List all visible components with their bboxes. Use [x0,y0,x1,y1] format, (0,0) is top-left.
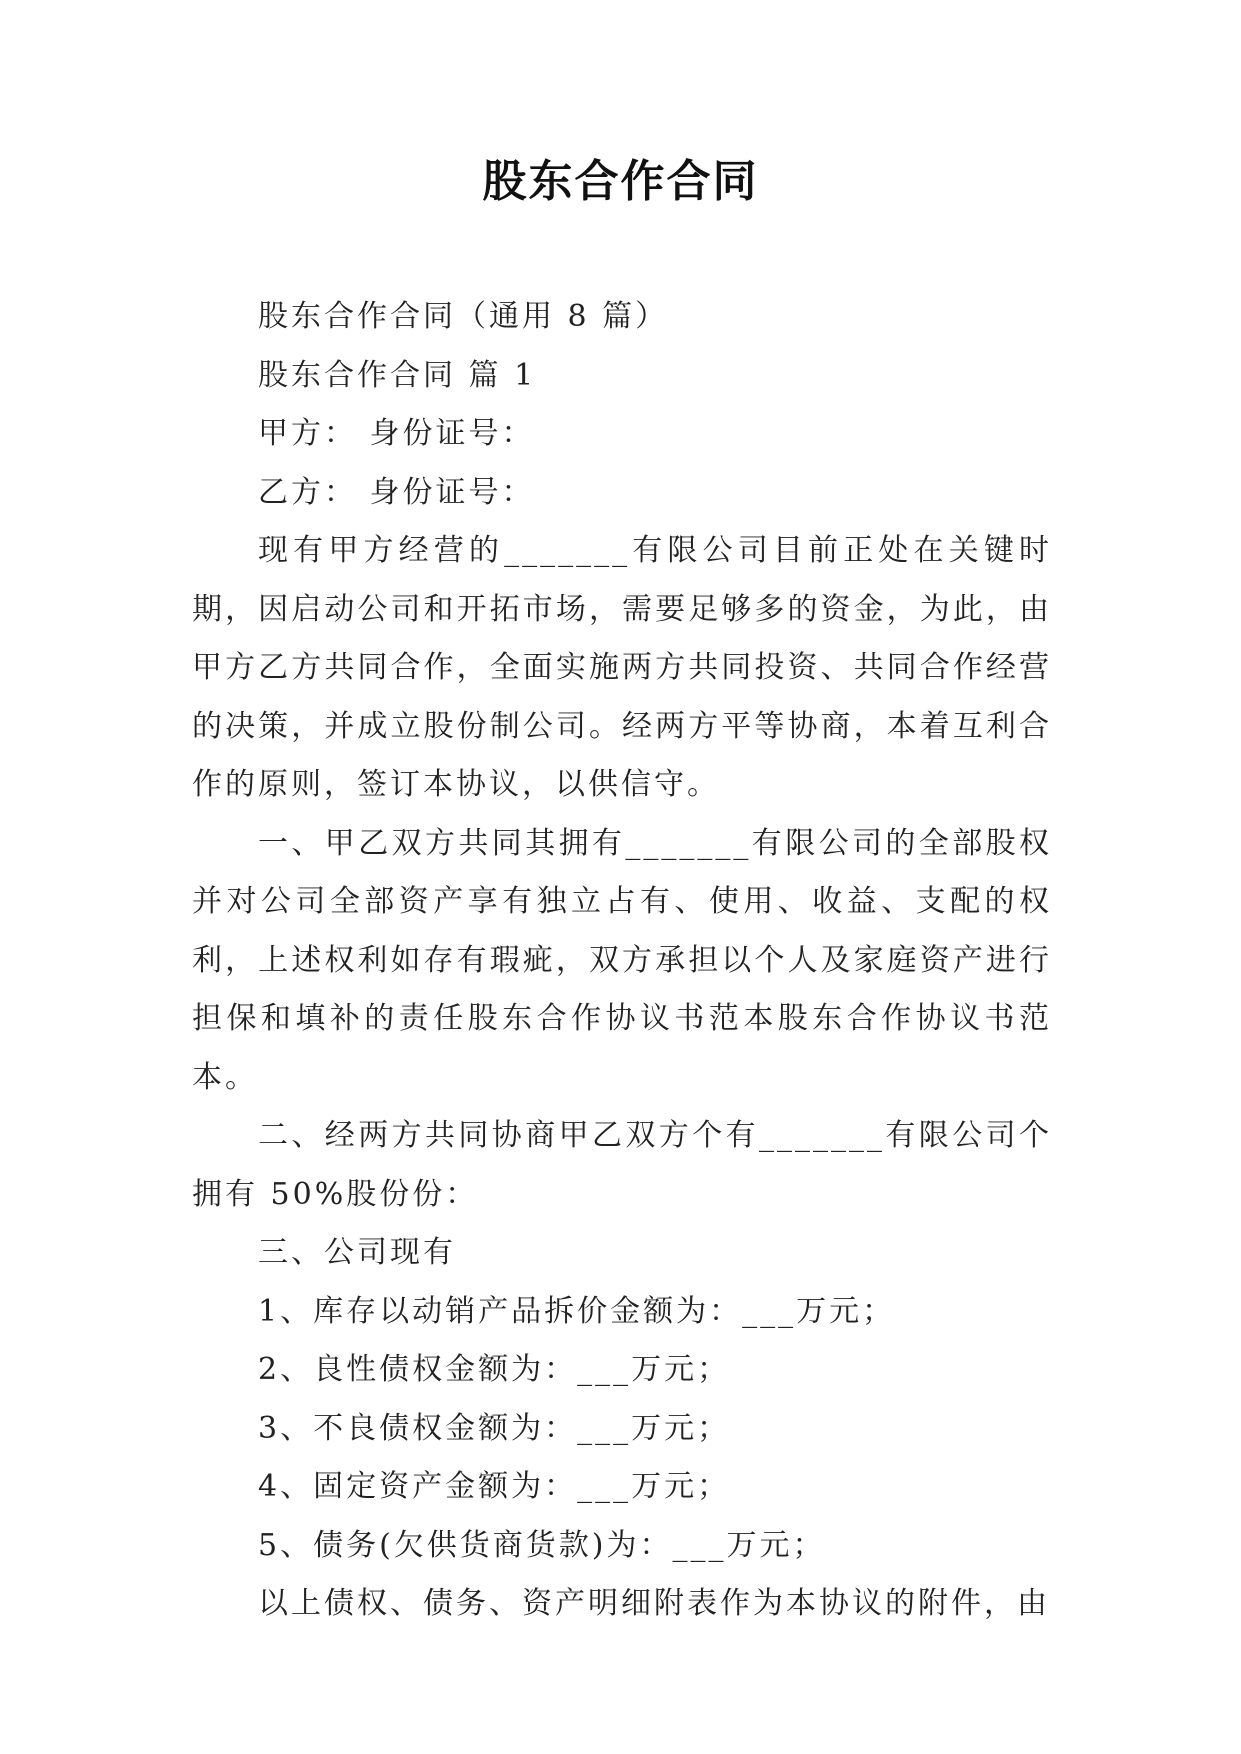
clause-2: 二、经两方共同协商甲乙双方个有_______有限公司个拥有 50%股份份： [192,1118,1052,1212]
heading-general: 股东合作合同（通用 8 篇） [258,299,669,334]
attachment-note: 以上债权、债务、资产明细附表作为本协议的附件，由 [258,1586,1050,1621]
asset-item-5: 5、债务(欠供货商货款)为：___万元； [258,1527,826,1563]
document-title: 股东合作合同 [482,156,759,207]
party-b-line: 乙方： 身份证号： [258,474,535,510]
heading-part-1: 股东合作合同 篇 1 [258,357,537,393]
asset-item-2: 2、良性债权金额为：___万元； [258,1352,731,1387]
asset-item-1: 1、库存以动销产品拆价金额为：___万元； [258,1293,896,1329]
clause-1: 一、甲乙双方共同其拥有_______有限公司的全部股权并对公司全部资产享有独立占有、使用、收益、支配的权利，上述权利如存有瑕疵，双方承担以个人及家庭资产进行担保和填补的责任股东合作协议书范本股东合作协议书范本。 [192,825,1052,1095]
asset-item-3: 3、不良债权金额为：___万元； [258,1410,731,1446]
clause-3: 三、公司现有 [258,1235,456,1270]
document-body [192,288,1052,1634]
asset-item-4: 4、固定资产金额为：___万元； [258,1469,731,1504]
party-a-line: 甲方： 身份证号： [258,416,535,451]
preamble-paragraph: 现有甲方经营的_______有限公司目前正处在关键时期，因启动公司和开拓市场，需要足够多的资金，为此，由甲方乙方共同合作，全面实施两方共同投资、共同合作经营的决策，并成立股份制公司。经两方平等协商，本着互利合作的原则，签订本协议，以供信守。 [192,533,1052,802]
